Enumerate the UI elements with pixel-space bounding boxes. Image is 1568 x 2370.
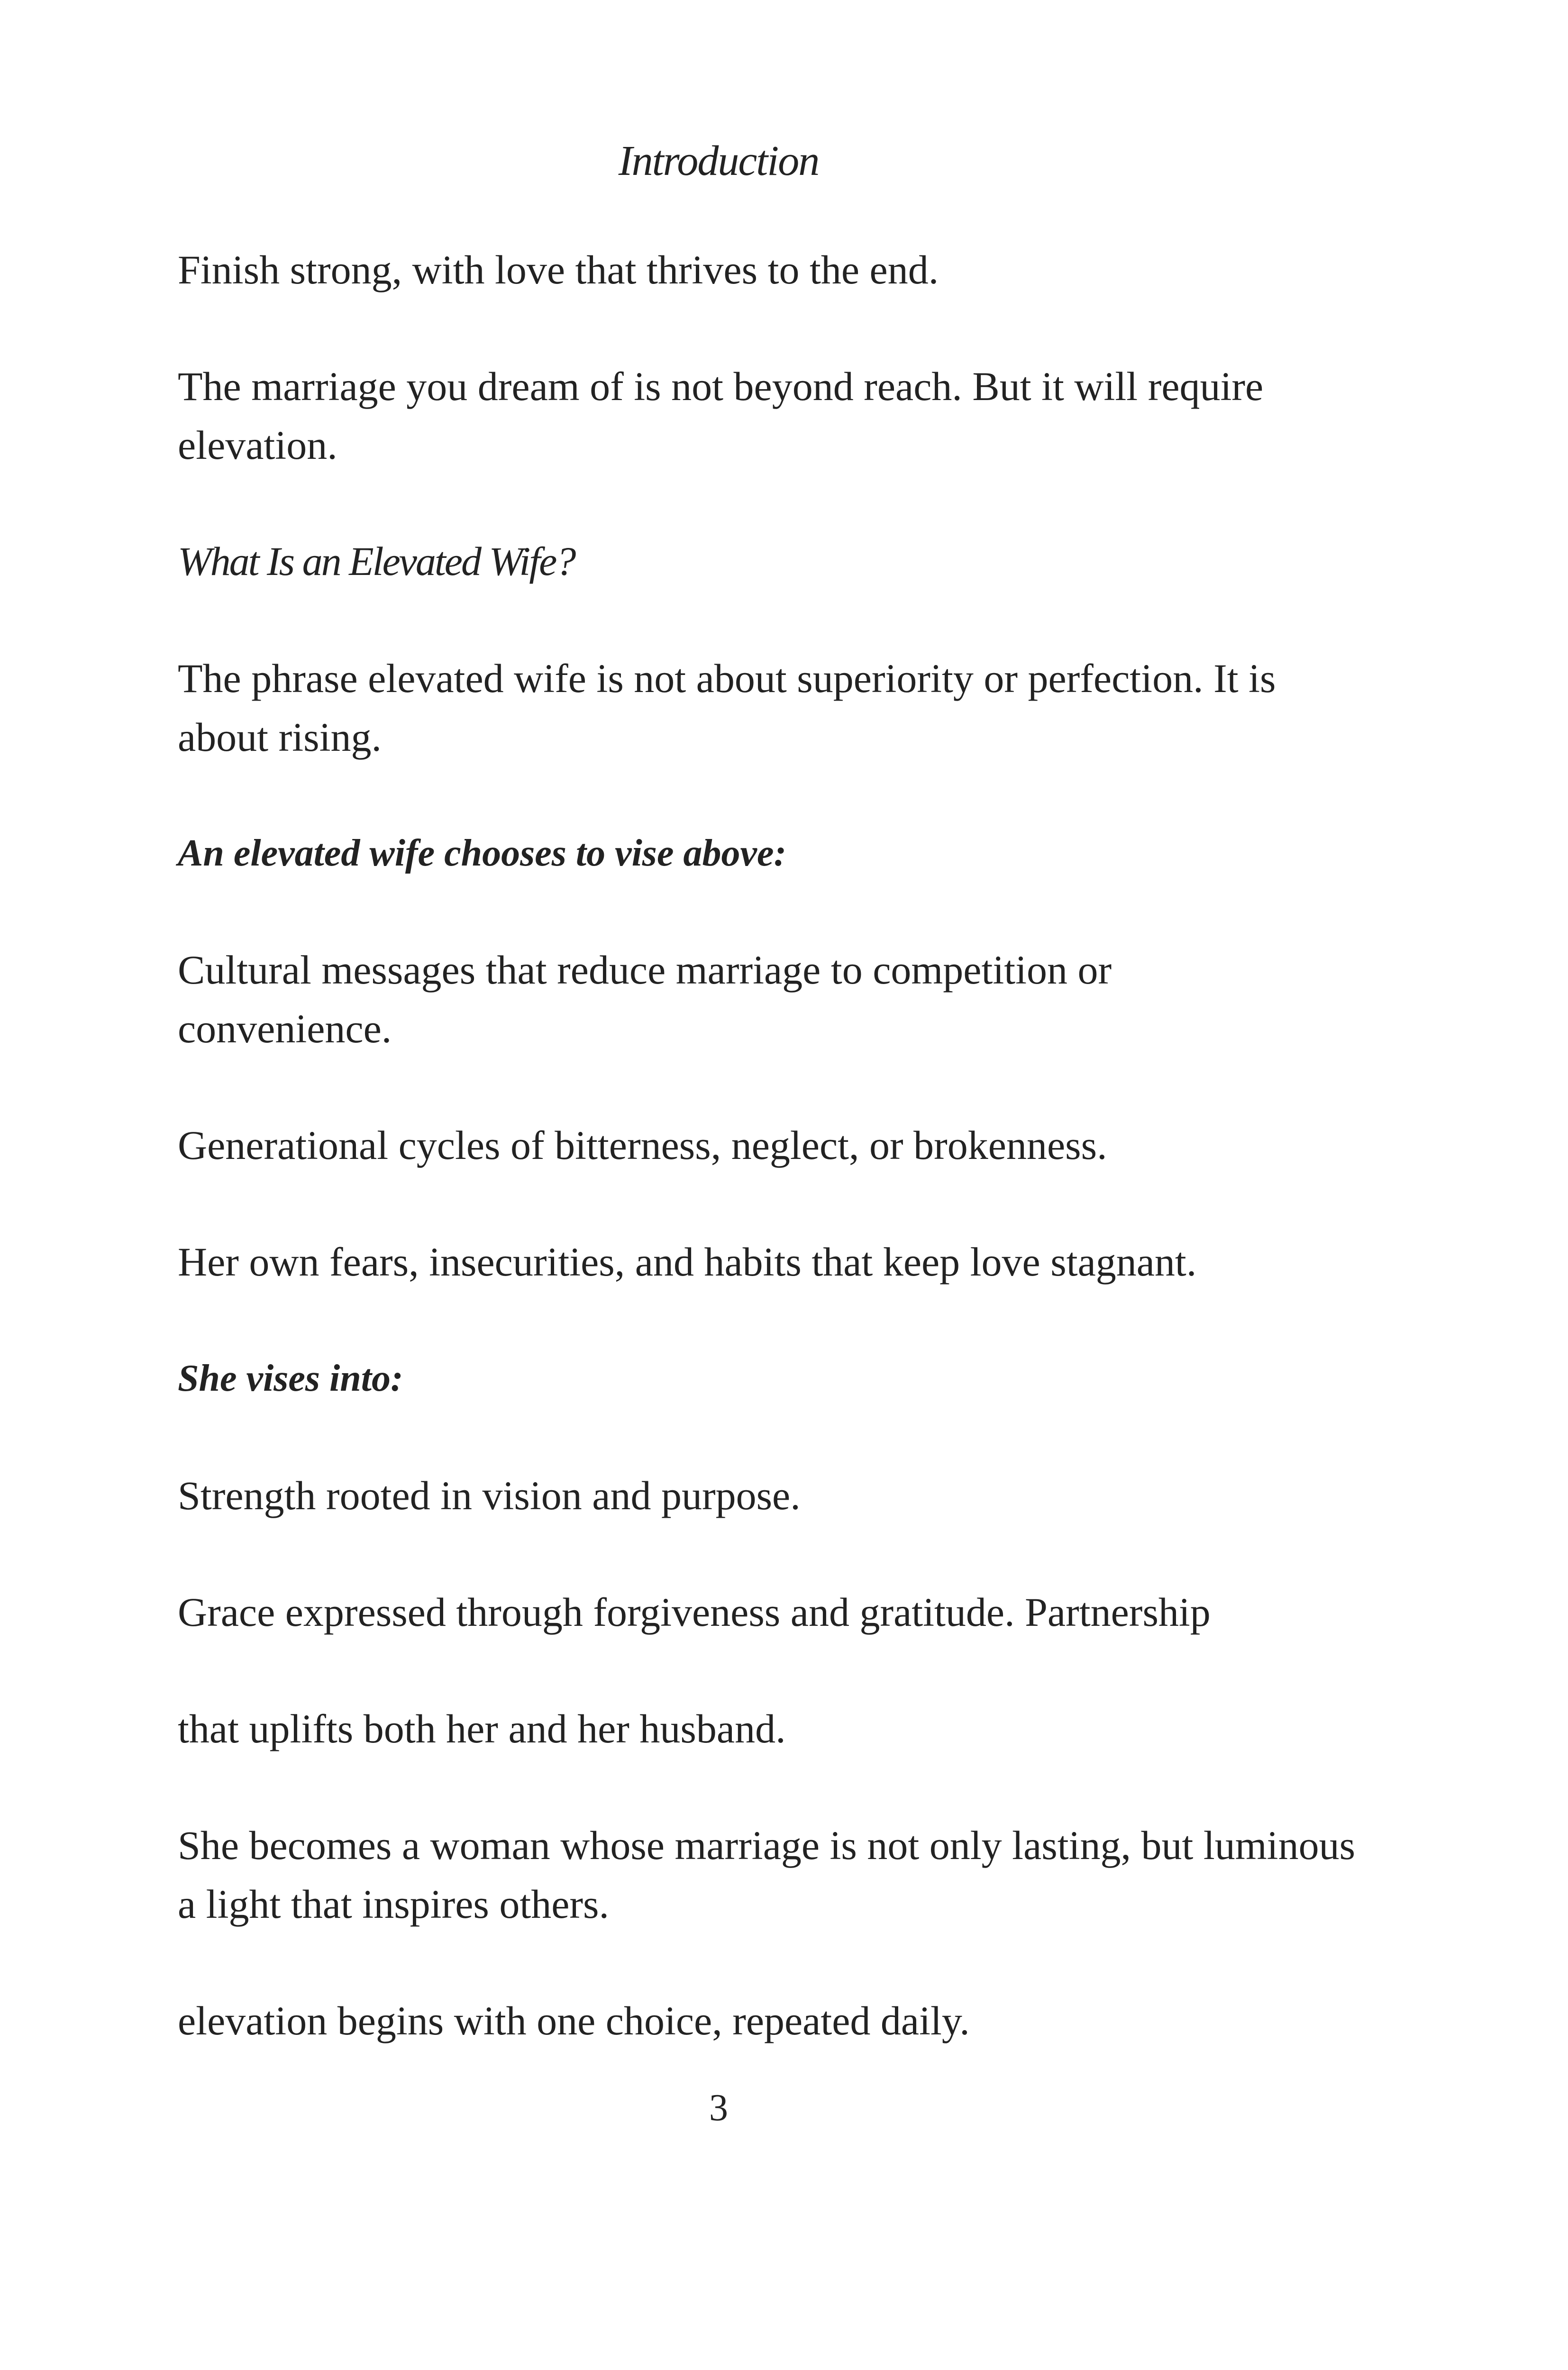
paragraph-elevated-phrase-line-1: The phrase elevated wife is not about superiority or perfection. It is	[178, 656, 1276, 701]
paragraph-luminous-line-2: a light that inspires others.	[178, 1881, 610, 1927]
list-item-grace: Grace expressed through forgiveness and gratitude. Partnership	[178, 1589, 1211, 1635]
list-heading-rise-above: An elevated wife chooses to vise above:	[178, 832, 787, 874]
paragraph-luminous-line-1: She becomes a woman whose marriage is not only lasting, but luminous	[178, 1823, 1356, 1868]
list-heading-rise-into: She vises into:	[178, 1358, 403, 1399]
list-item-partnership: that uplifts both her and her husband.	[178, 1706, 786, 1751]
paragraph-marriage-dream-line-1: The marriage you dream of is not beyond reach. But it will require	[178, 364, 1264, 409]
list-item-strength: Strength rooted in vision and purpose.	[178, 1473, 801, 1518]
list-item-generational-cycles: Generational cycles of bitterness, neglect, or brokenness.	[178, 1122, 1107, 1168]
section-subheading: What Is an Elevated Wife?	[178, 538, 575, 584]
list-item-own-fears: Her own fears, insecurities, and habits that keep love stagnant.	[178, 1239, 1197, 1285]
running-head: Introduction	[618, 137, 819, 184]
paragraph-marriage-dream-line-2: elevation.	[178, 422, 337, 468]
list-item-cultural-messages-line-1: Cultural messages that reduce marriage to competition or	[178, 947, 1112, 993]
paragraph-finish-strong: Finish strong, with love that thrives to the end.	[178, 247, 939, 292]
paragraph-elevation-begins: elevation begins with one choice, repeated daily.	[178, 1998, 970, 2043]
page-number: 3	[709, 2087, 728, 2129]
list-item-cultural-messages-line-2: convenience.	[178, 1006, 392, 1051]
paragraph-elevated-phrase-line-2: about rising.	[178, 714, 382, 760]
